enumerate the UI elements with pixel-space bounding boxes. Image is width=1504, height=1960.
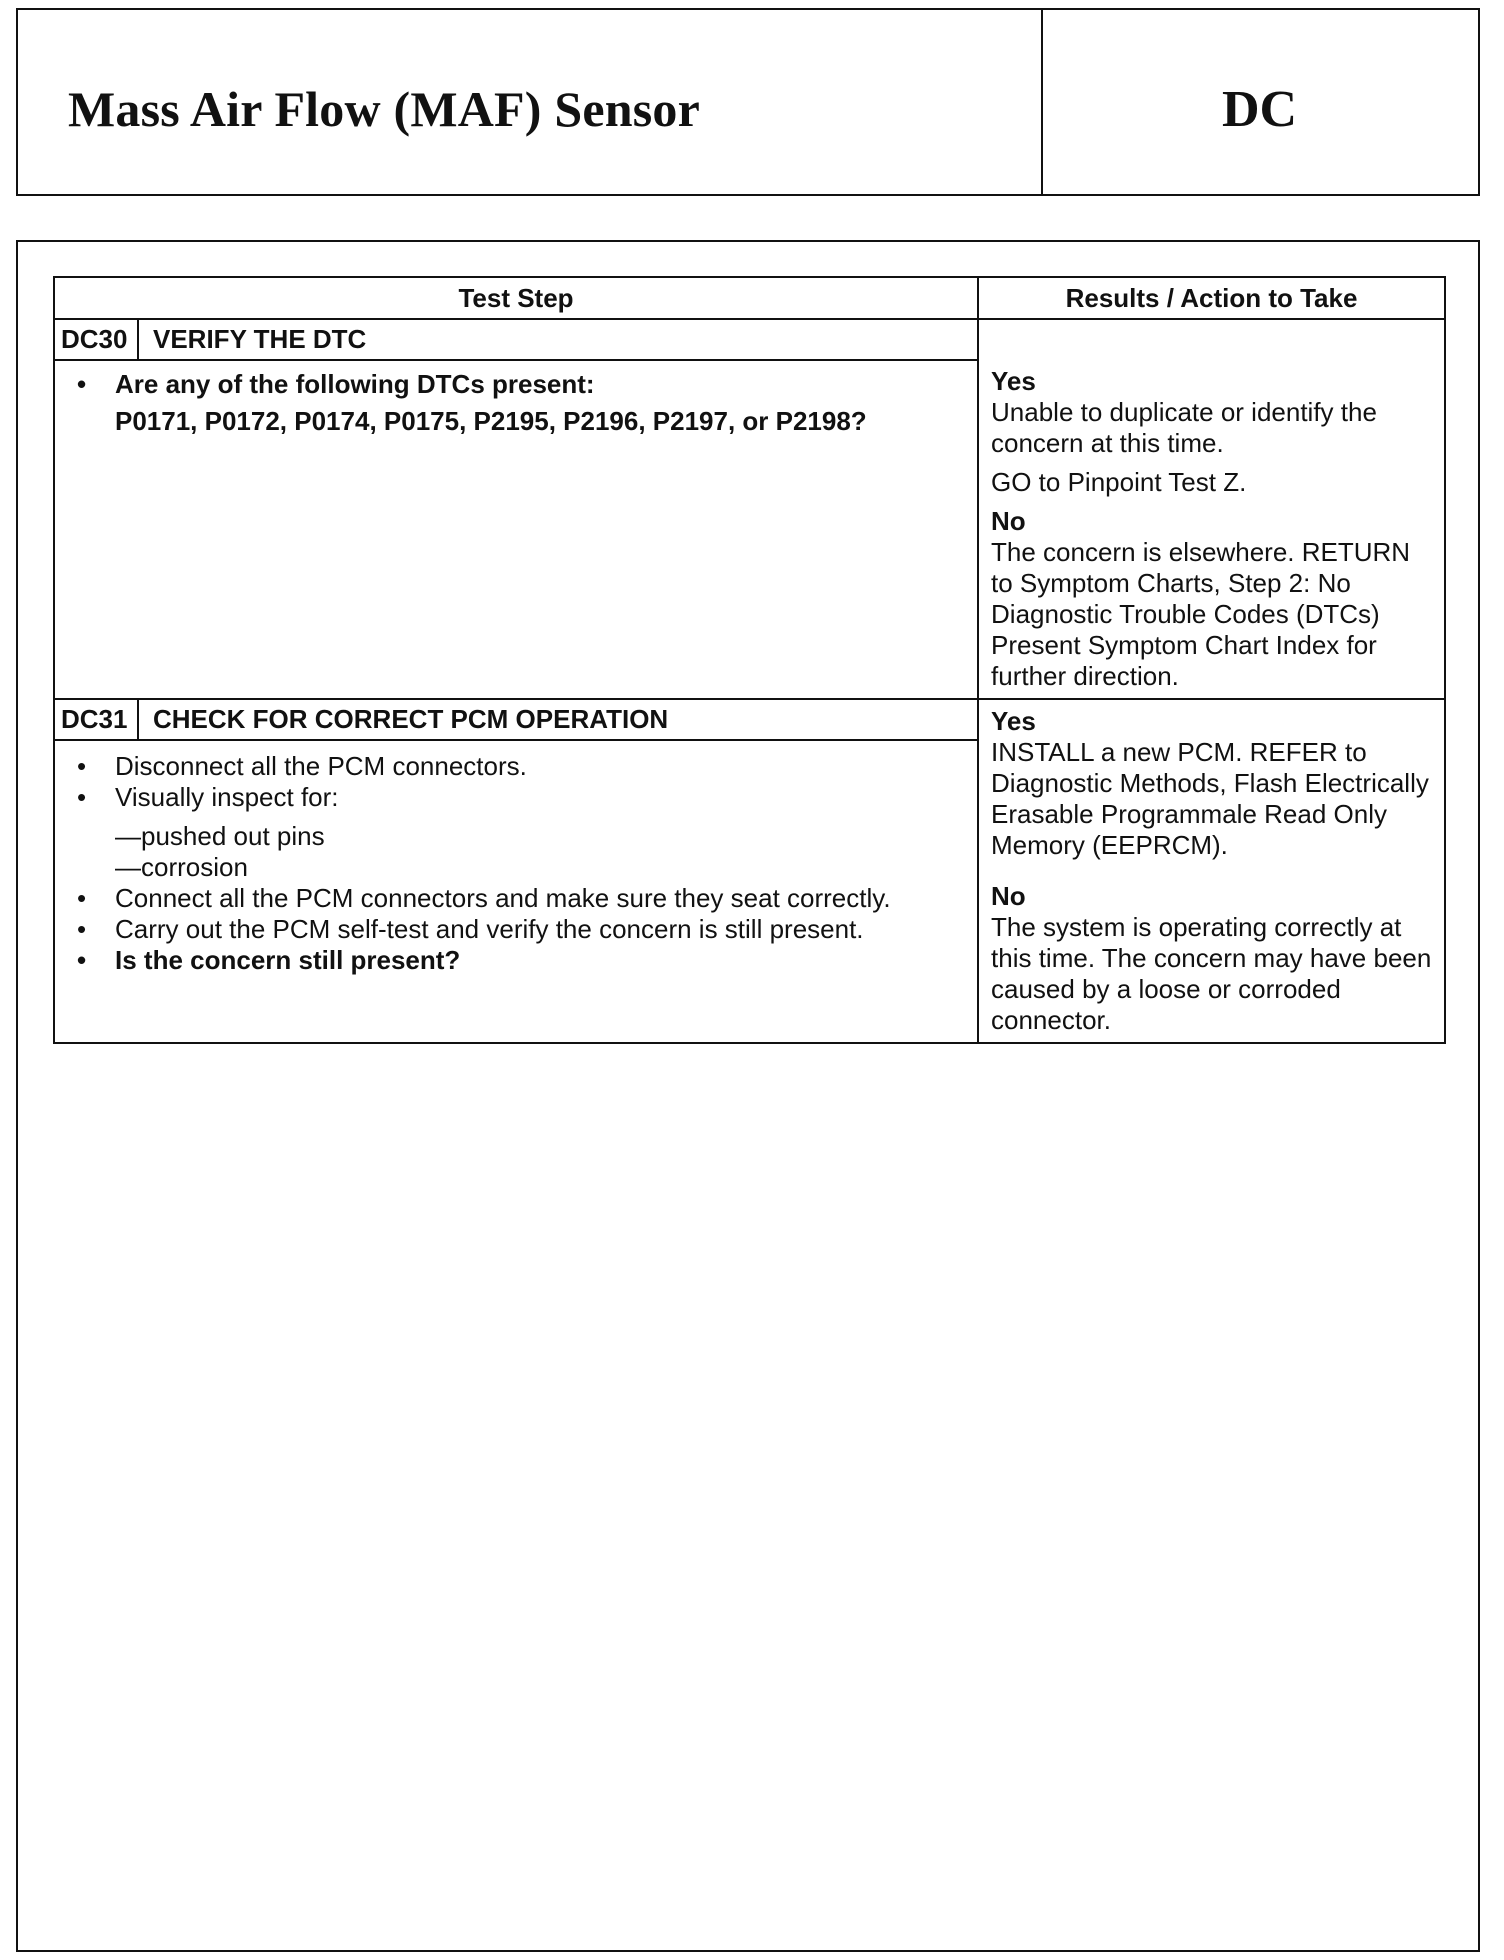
step-bullet: • Disconnect all the PCM connectors. xyxy=(69,751,963,782)
result-yes-text: Unable to duplicate or identify the concern at this time. xyxy=(991,397,1377,458)
page-title: Mass Air Flow (MAF) Sensor xyxy=(68,81,700,137)
result-no-text: The system is operating correctly at this time. The concern may have been caused by a loose or corroded connector. xyxy=(991,912,1432,1035)
step-question: • Are any of the following DTCs present: xyxy=(69,369,963,400)
test-step-table xyxy=(53,276,1446,1044)
dtc-list: P0171, P0172, P0174, P0175, P2195, P2196, P2197, or P2198? xyxy=(115,406,867,437)
step-question: • Is the concern still present? xyxy=(69,945,963,976)
step-dc31-header-row xyxy=(54,699,1445,740)
step-dc30-header-row xyxy=(54,319,1445,360)
step-dc30-results xyxy=(978,319,1445,699)
inspection-item: — corrosion xyxy=(115,852,963,883)
result-yes-action: GO to Pinpoint Test Z. xyxy=(991,467,1247,497)
step-bullet: • Carry out the PCM self-test and verify the concern is still present. xyxy=(69,914,963,945)
step-title: CHECK FOR CORRECT PCM OPERATION xyxy=(138,699,978,740)
result-no-label: No xyxy=(991,506,1026,536)
inspection-list xyxy=(69,821,963,883)
result-yes-text: INSTALL a new PCM. REFER to Diagnostic Methods, Flash Electrically Erasable Programmale Read Only Memory (EEPRCM). xyxy=(991,737,1429,860)
result-yes-label: Yes xyxy=(991,706,1036,736)
result-yes-label: Yes xyxy=(991,366,1036,396)
step-code: DC30 xyxy=(54,319,138,360)
result-no-text: The concern is elsewhere. RETURN to Symptom Charts, Step 2: No Diagnostic Trouble Codes (DTCs) Present Symptom Chart Index for further direction. xyxy=(991,537,1411,691)
step-bullet: • Connect all the PCM connectors and make sure they seat correctly. xyxy=(69,883,963,914)
table-header-row xyxy=(54,277,1445,319)
step-bullet: • Visually inspect for: xyxy=(69,782,963,813)
step-dc31-results xyxy=(978,699,1445,1043)
step-dc31-body xyxy=(54,740,978,1043)
content-frame xyxy=(16,240,1480,1952)
step-dc30-body xyxy=(54,360,978,699)
step-title: VERIFY THE DTC xyxy=(138,319,978,360)
page-header xyxy=(16,8,1480,196)
column-header-test-step: Test Step xyxy=(54,277,978,319)
section-code: DC xyxy=(1221,81,1298,138)
column-header-results: Results / Action to Take xyxy=(978,277,1445,319)
step-code: DC31 xyxy=(54,699,138,740)
inspection-item: — pushed out pins xyxy=(115,821,963,852)
result-no-label: No xyxy=(991,881,1026,911)
